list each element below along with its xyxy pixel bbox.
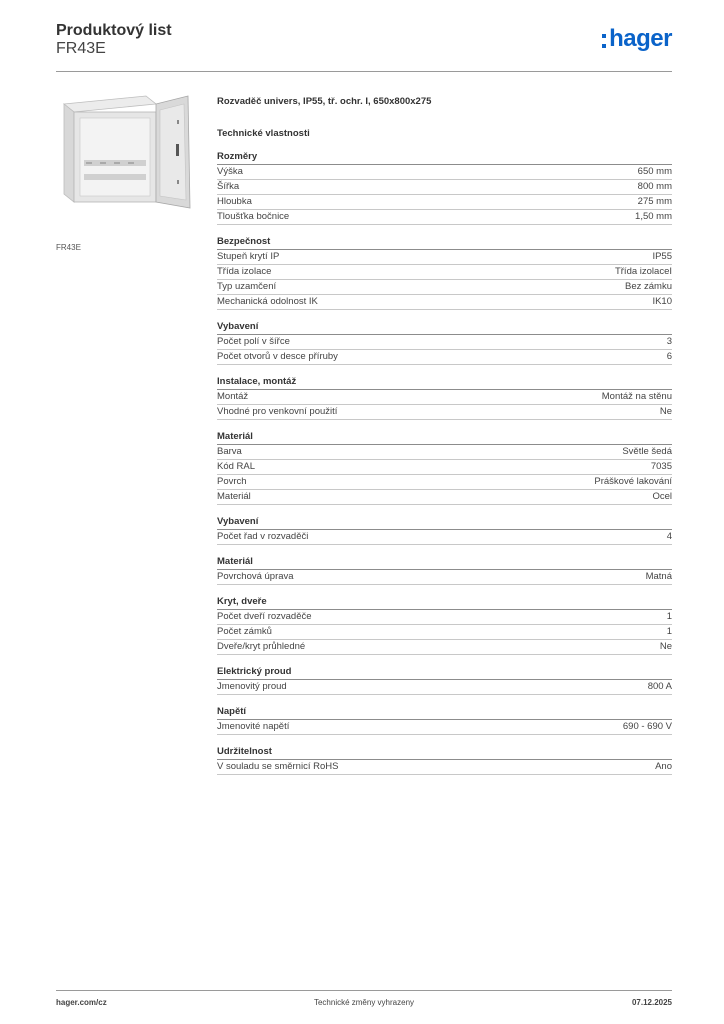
spec-value: Práškové lakování bbox=[594, 476, 672, 487]
spec-section bbox=[217, 320, 672, 365]
spec-row bbox=[217, 390, 672, 405]
footer-divider bbox=[56, 990, 672, 991]
spec-row bbox=[217, 530, 672, 545]
section-title: Napětí bbox=[217, 705, 672, 720]
spec-row bbox=[217, 625, 672, 640]
spec-value: 3 bbox=[666, 336, 672, 347]
spec-section bbox=[217, 375, 672, 420]
spec-row bbox=[217, 195, 672, 210]
spec-label: Jmenovitý proud bbox=[217, 681, 287, 692]
spec-value: 690 - 690 V bbox=[622, 721, 672, 732]
spec-value: Ne bbox=[659, 641, 672, 652]
spec-row bbox=[217, 760, 672, 775]
spec-value: Ocel bbox=[652, 491, 672, 502]
spec-row bbox=[217, 610, 672, 625]
spec-row bbox=[217, 165, 672, 180]
spec-value: 1 bbox=[666, 611, 672, 622]
spec-row bbox=[217, 295, 672, 310]
spec-sections bbox=[217, 150, 672, 775]
spec-label: Výška bbox=[217, 166, 243, 177]
spec-section bbox=[217, 150, 672, 225]
spec-value: Ano bbox=[655, 761, 672, 772]
spec-label: Kód RAL bbox=[217, 461, 256, 472]
product-specifications bbox=[217, 96, 672, 775]
spec-row bbox=[217, 405, 672, 420]
spec-row bbox=[217, 475, 672, 490]
spec-section bbox=[217, 705, 672, 735]
spec-section bbox=[217, 555, 672, 585]
spec-label: Stupeň krytí IP bbox=[217, 251, 280, 262]
spec-label: Šířka bbox=[217, 181, 240, 192]
spec-value: Bez zámku bbox=[625, 281, 672, 292]
section-title: Udržitelnost bbox=[217, 745, 672, 760]
spec-value: 800 A bbox=[647, 681, 672, 692]
spec-row bbox=[217, 445, 672, 460]
spec-label: Materiál bbox=[217, 491, 251, 502]
spec-label: Povrchová úprava bbox=[217, 571, 294, 582]
section-title: Vybavení bbox=[217, 515, 672, 530]
document-title: Produktový list bbox=[56, 22, 172, 39]
section-title: Instalace, montáž bbox=[217, 375, 672, 390]
spec-value: IP55 bbox=[652, 251, 672, 262]
spec-row bbox=[217, 460, 672, 475]
logo-dots-icon bbox=[602, 34, 606, 48]
spec-row bbox=[217, 680, 672, 695]
spec-label: Typ uzamčení bbox=[217, 281, 277, 292]
spec-label: Jmenovité napětí bbox=[217, 721, 290, 732]
spec-label: Hloubka bbox=[217, 196, 252, 207]
spec-value: 800 mm bbox=[637, 181, 672, 192]
spec-row bbox=[217, 210, 672, 225]
image-caption: FR43E bbox=[56, 243, 81, 252]
spec-label: Třída izolace bbox=[217, 266, 272, 277]
spec-row bbox=[217, 335, 672, 350]
spec-value: Matná bbox=[645, 571, 672, 582]
spec-label: Počet polí v šířce bbox=[217, 336, 290, 347]
spec-value: 7035 bbox=[650, 461, 672, 472]
spec-value: Ne bbox=[659, 406, 672, 417]
spec-value: 650 mm bbox=[637, 166, 672, 177]
spec-row bbox=[217, 280, 672, 295]
footer-notice: Technické změny vyhrazeny bbox=[313, 998, 415, 1007]
spec-row bbox=[217, 180, 672, 195]
product-image bbox=[56, 90, 204, 238]
spec-value: 4 bbox=[666, 531, 672, 542]
spec-label: Tloušťka bočnice bbox=[217, 211, 290, 222]
spec-value: Montáž na stěnu bbox=[601, 391, 672, 402]
spec-value: Světle šedá bbox=[622, 446, 672, 457]
product-description: Rozvaděč univers, IP55, tř. ochr. I, 650x800x275 bbox=[217, 96, 432, 107]
spec-row bbox=[217, 250, 672, 265]
section-title: Kryt, dveře bbox=[217, 595, 672, 610]
page-footer bbox=[56, 998, 672, 1012]
spec-label: Montáž bbox=[217, 391, 249, 402]
spec-label: Barva bbox=[217, 446, 242, 457]
spec-value: IK10 bbox=[652, 296, 672, 307]
spec-label: Počet dveří rozvaděče bbox=[217, 611, 312, 622]
spec-label: Mechanická odolnost IK bbox=[217, 296, 318, 307]
footer-date: 07.12.2025 bbox=[631, 998, 672, 1007]
spec-value: 6 bbox=[666, 351, 672, 362]
section-title: Materiál bbox=[217, 555, 672, 570]
technical-properties-heading: Technické vlastnosti bbox=[217, 128, 310, 139]
logo-text: hager bbox=[609, 25, 672, 52]
spec-section bbox=[217, 665, 672, 695]
spec-row bbox=[217, 570, 672, 585]
spec-label: Počet řad v rozvaděči bbox=[217, 531, 309, 542]
section-title: Vybavení bbox=[217, 320, 672, 335]
spec-section bbox=[217, 595, 672, 655]
spec-row bbox=[217, 490, 672, 505]
hager-logo bbox=[602, 26, 672, 52]
product-code: FR43E bbox=[56, 40, 106, 57]
enclosure-illustration-icon bbox=[56, 90, 204, 238]
spec-row bbox=[217, 640, 672, 655]
spec-row bbox=[217, 720, 672, 735]
spec-label: V souladu se směrnicí RoHS bbox=[217, 761, 339, 772]
spec-row bbox=[217, 265, 672, 280]
section-title: Bezpečnost bbox=[217, 235, 672, 250]
section-title: Rozměry bbox=[217, 150, 672, 165]
spec-label: Povrch bbox=[217, 476, 247, 487]
spec-row bbox=[217, 350, 672, 365]
spec-section bbox=[217, 745, 672, 775]
spec-label: Vhodné pro venkovní použití bbox=[217, 406, 338, 417]
page-header bbox=[56, 22, 672, 66]
spec-section bbox=[217, 430, 672, 505]
header-divider bbox=[56, 71, 672, 72]
footer-website: hager.com/cz bbox=[56, 998, 107, 1007]
spec-value: 275 mm bbox=[637, 196, 672, 207]
spec-label: Dveře/kryt průhledné bbox=[217, 641, 306, 652]
section-title: Materiál bbox=[217, 430, 672, 445]
spec-value: Třída izolaceI bbox=[614, 266, 672, 277]
spec-section bbox=[217, 235, 672, 310]
spec-label: Počet zámků bbox=[217, 626, 272, 637]
spec-section bbox=[217, 515, 672, 545]
spec-value: 1,50 mm bbox=[635, 211, 672, 222]
spec-value: 1 bbox=[666, 626, 672, 637]
spec-label: Počet otvorů v desce příruby bbox=[217, 351, 338, 362]
section-title: Elektrický proud bbox=[217, 665, 672, 680]
